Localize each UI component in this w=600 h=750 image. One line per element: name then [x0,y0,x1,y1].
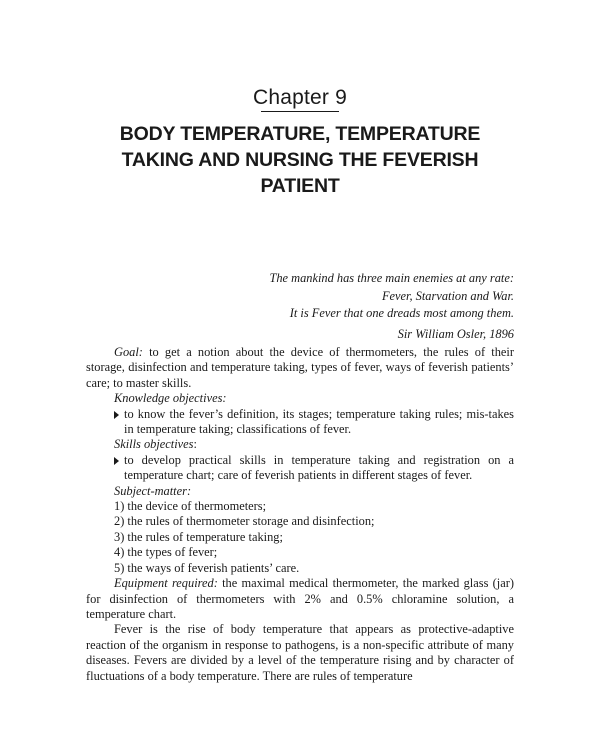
equipment-paragraph [86,576,514,622]
bullet-triangle-icon [114,411,119,419]
skills-objectives-label: Skills objectives [114,437,194,452]
epigraph-author: Sir William Osler, 1896 [397,326,514,341]
chapter-title [0,121,600,199]
chapter-title-line: TAKING AND NURSING THE FEVERISH [121,149,479,171]
skills-objective-item [86,453,514,484]
subject-matter-item: 5) the ways of feverish patients’ care. [114,560,300,575]
epigraph [269,270,514,343]
knowledge-objectives-label: Knowledge objectives: [114,391,227,406]
chapter-title-line: BODY TEMPERATURE, TEMPERATURE [119,123,481,145]
equipment-label: Equipment required: [114,576,218,591]
subject-matter-item: 3) the rules of temperature taking; [114,529,283,544]
chapter-label: Chapter 9 [252,86,348,109]
subject-matter-item: 1) the device of thermometers; [114,499,267,514]
bullet-triangle-icon [114,457,119,465]
goal-text: to get a notion about the device of thermometers, the rules of their storage, disinfection and temperature taking, types of fever, ways of feverish patients’ care; to master skills. [86,345,514,390]
chapter-title-line: PATIENT [260,175,340,197]
skills-objective-text: to develop practical skills in temperature taking and registration on a temperature chart; care of feverish patients in different stages of fever. [124,452,514,483]
epigraph-line: It is Fever that one dreads most among them. [289,306,514,320]
fever-paragraph: Fever is the rise of body temperature that appears as protective-adaptive reaction of the organism in response to pathogens, is a non-specific attribute of many diseases. Fevers are divided by a level of the temperature rising and by character of fluctuations of a body temperature. There are rules of temperature [86,622,514,683]
knowledge-objective-text: to know the fever’s definition, its stages; temperature taking rules; mis-takes in temperature taking; classifications of fever. [124,406,514,437]
knowledge-objective-item [86,407,514,438]
subject-matter-item: 4) the types of fever; [114,545,218,560]
chapter-underline [261,111,339,112]
skills-objectives-heading [86,437,514,452]
subject-matter-item: 2) the rules of thermometer storage and disinfection; [114,514,375,529]
subject-matter-label: Subject-matter: [114,483,192,498]
skills-objectives-colon: : [193,437,197,452]
epigraph-line: The mankind has three main enemies at any rate: [269,271,514,285]
goal-label: Goal: [114,345,143,359]
equipment-text: the maximal medical thermometer, the marked glass (jar) for disinfection of thermometers with 2% and 0.5% chloramine solution, a temperature chart. [86,576,514,621]
epigraph-line: Fever, Starvation and War. [381,288,514,303]
body-text [86,345,514,684]
goal-paragraph [86,345,514,391]
